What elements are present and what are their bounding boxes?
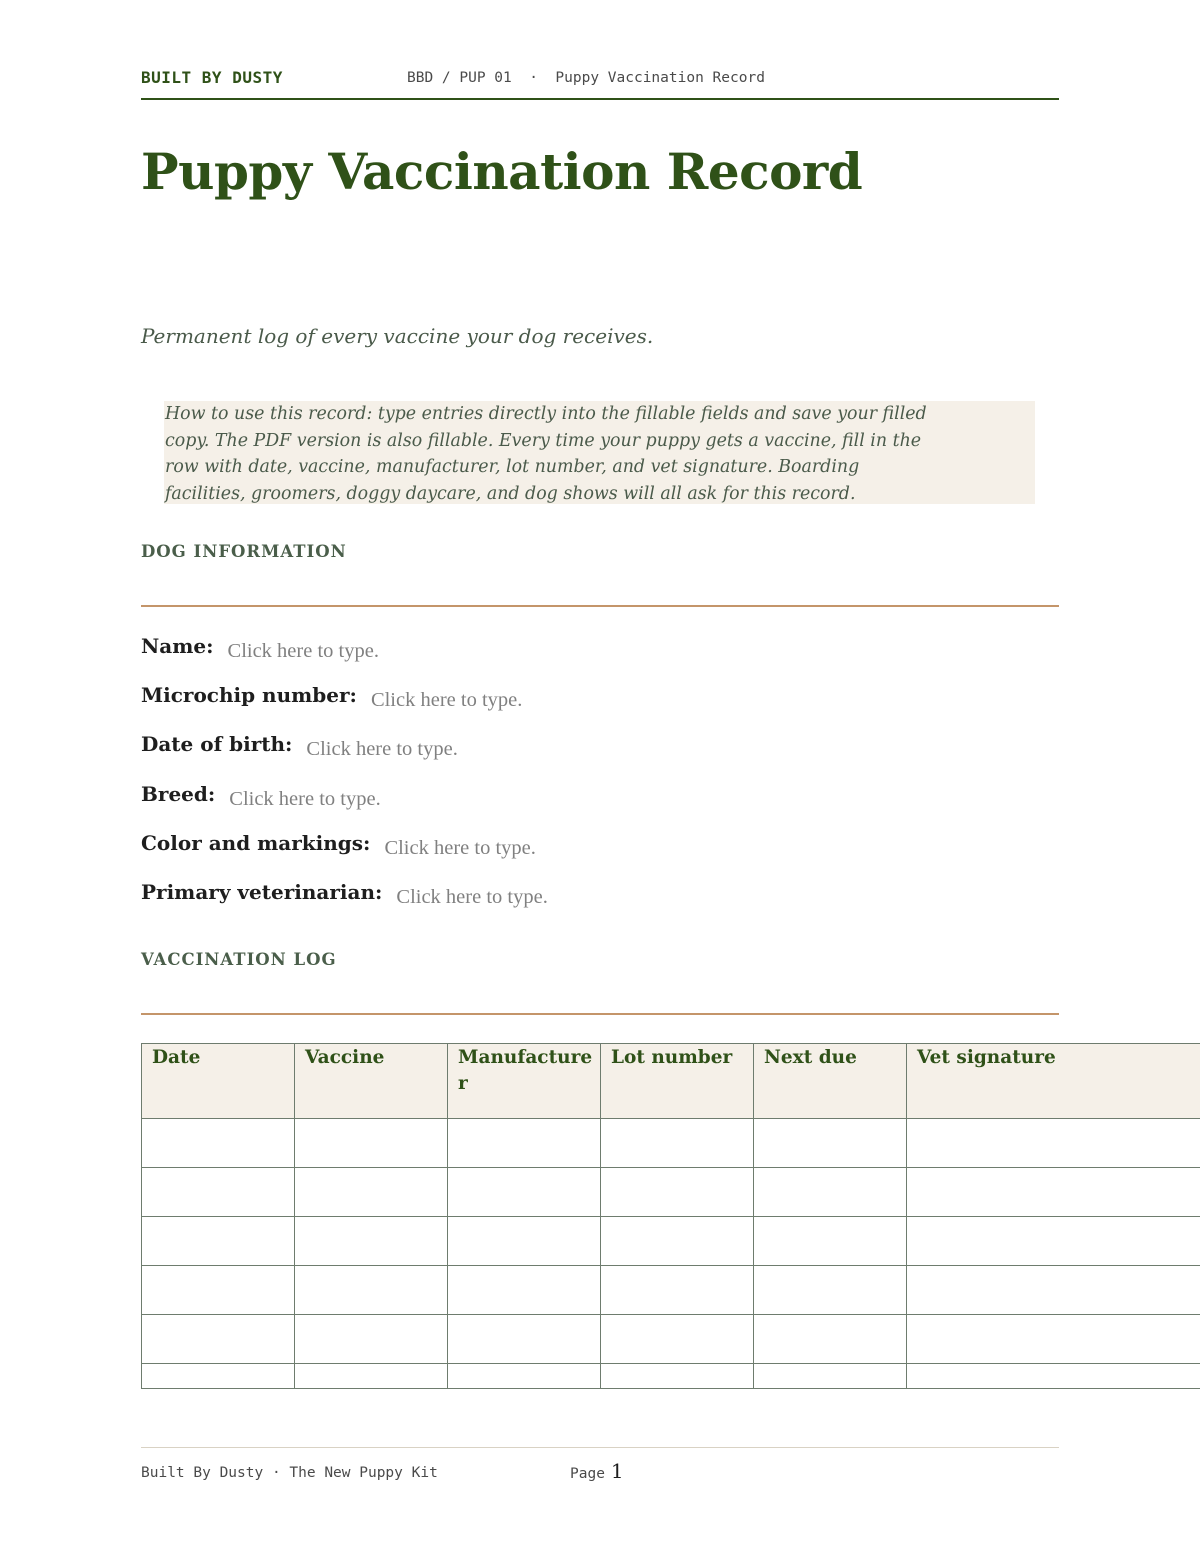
footer-page-number: 1 <box>610 1459 624 1483</box>
vet-signature-cell[interactable] <box>907 1315 1200 1364</box>
manufacturer-cell[interactable] <box>448 1119 601 1168</box>
lot-number-cell[interactable] <box>601 1364 754 1389</box>
footer-rule <box>141 1447 1059 1448</box>
date-cell[interactable] <box>142 1266 295 1315</box>
how-to-line: facilities, groomers, doggy daycare, and dog shows will all ask for this record. <box>165 484 856 505</box>
manufacturer-cell[interactable] <box>448 1217 601 1266</box>
next-due-cell[interactable] <box>754 1217 907 1266</box>
vet-signature-cell[interactable] <box>907 1119 1200 1168</box>
vaccine-cell[interactable] <box>295 1315 448 1364</box>
column-header-date: Date <box>142 1044 295 1119</box>
how-to-line: row with date, vaccine, manufacturer, lot number, and vet signature. Boarding <box>165 457 860 478</box>
vaccine-cell[interactable] <box>295 1168 448 1217</box>
date-cell[interactable] <box>142 1119 295 1168</box>
field-date-of-birth <box>141 732 458 762</box>
field-label: Microchip number: <box>141 683 357 707</box>
footer-page-label: Page <box>570 1466 605 1482</box>
next-due-cell[interactable] <box>754 1119 907 1168</box>
header-brand: BUILT BY DUSTY <box>141 68 283 87</box>
next-due-cell[interactable] <box>754 1266 907 1315</box>
date-cell[interactable] <box>142 1364 295 1389</box>
page-title: Puppy Vaccination Record <box>141 142 863 201</box>
column-header-manufacturer: Manufacturer <box>448 1044 601 1119</box>
date-cell[interactable] <box>142 1217 295 1266</box>
table-row <box>142 1315 1200 1364</box>
column-header-vet-signature: Vet signature <box>907 1044 1200 1119</box>
vet-signature-cell[interactable] <box>907 1217 1200 1266</box>
footer-credit: Built By Dusty · The New Puppy Kit <box>141 1465 438 1481</box>
field-label: Breed: <box>141 782 216 806</box>
manufacturer-cell[interactable] <box>448 1364 601 1389</box>
table-row <box>142 1168 1200 1217</box>
table-row <box>142 1119 1200 1168</box>
manufacturer-cell[interactable] <box>448 1168 601 1217</box>
how-to-line: copy. The PDF version is also fillable. Every time your puppy gets a vaccine, fill in the <box>165 430 922 451</box>
color-and-markings-input[interactable]: Click here to type. <box>384 837 536 859</box>
vaccine-cell[interactable] <box>295 1119 448 1168</box>
field-label: Color and markings: <box>141 831 371 855</box>
column-header-next-due: Next due <box>754 1044 907 1119</box>
section-rule <box>141 1013 1059 1015</box>
manufacturer-cell[interactable] <box>448 1315 601 1364</box>
name-input[interactable]: Click here to type. <box>227 640 379 662</box>
primary-veterinarian-input[interactable]: Click here to type. <box>396 886 548 908</box>
how-to-callout <box>164 401 1035 504</box>
table-row <box>142 1217 1200 1266</box>
vet-signature-cell[interactable] <box>907 1168 1200 1217</box>
how-to-line: How to use this record: type entries directly into the fillable fields and save your filled <box>165 404 927 424</box>
footer-page-indicator <box>570 1459 624 1483</box>
date-cell[interactable] <box>142 1315 295 1364</box>
date-of-birth-input[interactable]: Click here to type. <box>306 738 458 760</box>
next-due-cell[interactable] <box>754 1315 907 1364</box>
table-row <box>142 1364 1200 1389</box>
manufacturer-cell[interactable] <box>448 1266 601 1315</box>
field-breed <box>141 782 381 812</box>
section-title-vaccination-log: VACCINATION LOG <box>141 950 337 969</box>
field-label: Name: <box>141 634 214 658</box>
lot-number-cell[interactable] <box>601 1266 754 1315</box>
table-row <box>142 1266 1200 1315</box>
vaccine-cell[interactable] <box>295 1266 448 1315</box>
column-header-vaccine: Vaccine <box>295 1044 448 1119</box>
field-name <box>141 634 379 664</box>
field-microchip-number <box>141 683 522 713</box>
microchip-number-input[interactable]: Click here to type. <box>370 689 523 711</box>
vaccine-cell[interactable] <box>295 1364 448 1389</box>
next-due-cell[interactable] <box>754 1364 907 1389</box>
lot-number-cell[interactable] <box>601 1119 754 1168</box>
header-document-code: BBD / PUP 01 · Puppy Vaccination Record <box>407 70 765 86</box>
vaccine-cell[interactable] <box>295 1217 448 1266</box>
field-label: Date of birth: <box>141 732 293 756</box>
lot-number-cell[interactable] <box>601 1168 754 1217</box>
page-subtitle: Permanent log of every vaccine your dog receives. <box>141 324 654 348</box>
next-due-cell[interactable] <box>754 1168 907 1217</box>
column-header-lot-number: Lot number <box>601 1044 754 1119</box>
lot-number-cell[interactable] <box>601 1217 754 1266</box>
section-title-dog-information: DOG INFORMATION <box>141 542 347 561</box>
field-primary-veterinarian <box>141 880 548 910</box>
section-rule <box>141 605 1059 607</box>
lot-number-cell[interactable] <box>601 1315 754 1364</box>
vaccination-log-table <box>141 1043 1200 1389</box>
vet-signature-cell[interactable] <box>907 1266 1200 1315</box>
header-rule <box>141 98 1059 100</box>
breed-input[interactable]: Click here to type. <box>229 788 381 810</box>
running-header <box>141 68 1059 92</box>
date-cell[interactable] <box>142 1168 295 1217</box>
field-color-and-markings <box>141 831 536 861</box>
vet-signature-cell[interactable] <box>907 1364 1200 1389</box>
table-header-row <box>142 1044 1200 1119</box>
field-label: Primary veterinarian: <box>141 880 383 904</box>
